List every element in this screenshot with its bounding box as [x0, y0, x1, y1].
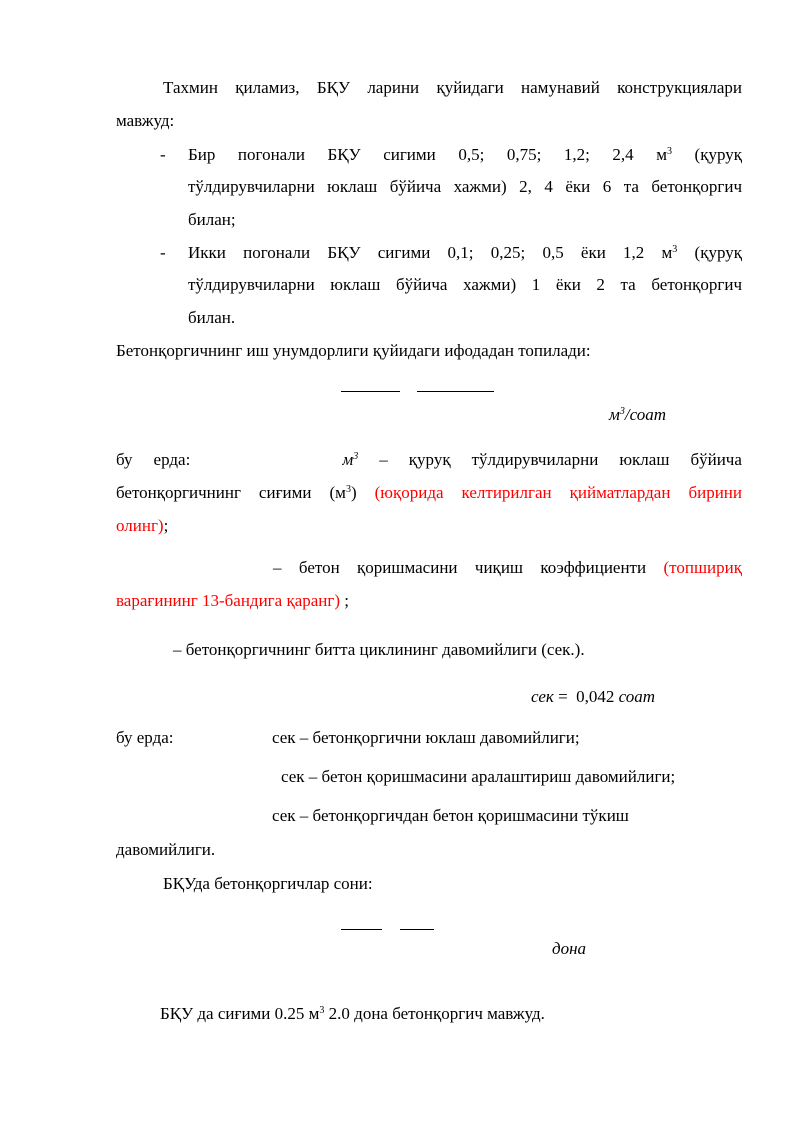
formula-3-fraction-bar-right [400, 929, 434, 930]
coef-line-2-tail: ; [340, 591, 350, 610]
bullet-1-line-1 [188, 145, 742, 165]
formula-2-unit-2: соат [618, 687, 656, 706]
where-2-item-3-cont: давомийлиги. [116, 840, 216, 859]
where-2-item-3: сек – бетонқоргичдан бетон қоришмасини тўкиш [272, 806, 629, 825]
coef-line-1 [273, 558, 742, 578]
coef-line-1-text: – бетон қоришмасини чиқиш коэффициенти [273, 558, 664, 577]
where-1-label-2: ерда: [153, 450, 191, 469]
where-1-word-3: юклаш [619, 450, 670, 469]
cycle-text: – бетонқоргичнинг битта циклининг давомийлиги (сек.). [173, 640, 585, 659]
bullet-marker-1: - [160, 145, 166, 164]
where-1-line-3 [116, 516, 168, 536]
formula-2-eq: = [558, 687, 568, 706]
where-1-spacer [211, 450, 321, 470]
conclusion-tail: 2.0 дона бетонқоргич мавжуд. [324, 1004, 545, 1023]
bullet-1-line-1-tail: (қуруқ [671, 145, 742, 164]
bullet-1-superscript: 3 [666, 146, 672, 157]
where-2-label: бу ерда: [116, 728, 174, 747]
formula-1-unit-tail: /соат [624, 405, 666, 424]
where-1-line-2-sup: 3 [345, 484, 351, 495]
where-2-item-1: сек – бетонқоргични юклаш давомийлиги; [272, 728, 580, 747]
where-1-line-1 [116, 450, 742, 470]
coef-line-2 [116, 591, 349, 611]
bullet-2-line-3: билан. [188, 308, 236, 327]
where-1-line-2-mid: ) [350, 483, 375, 502]
productivity-intro: Бетонқоргичнинг иш унумдорлиги қуйидаги ифодадан топилади: [116, 341, 591, 360]
bullet-marker-2: - [160, 243, 166, 262]
bullet-2-line-1-text: Икки погонали БҚУ сигими 0,1; 0,25; 0,5 ёки 1,2 м [188, 243, 673, 262]
where-1-line-3-tail: ; [163, 516, 169, 535]
where-1-line-2-note: (юқорида келтирилган қийматлардан бирини [374, 483, 742, 502]
where-1-unit-base: м [342, 450, 354, 469]
where-1-word-1: қуруқ [408, 450, 451, 469]
conclusion-sup: 3 [319, 1005, 325, 1016]
formula-3-unit: дона [552, 939, 587, 958]
coef-line-2-note: варағининг 13-бандига қаранг) [116, 591, 341, 610]
bullet-2-line-2: тўлдирувчиларни юклаш бўйича хажми) 1 ёки 2 та бетонқоргич [188, 275, 742, 294]
formula-1-unit-sup: 3 [619, 406, 625, 417]
intro-line-1: Тахмин қиламиз, БҚУ ларини қуйидаги намунавий конструкциялари [163, 78, 742, 97]
count-intro: БҚУда бетонқоргичлар сони: [163, 874, 373, 893]
formula-1-fraction-bar-left [341, 391, 400, 392]
where-1-word-4: бўйича [690, 450, 742, 469]
coef-line-1-note: (топшириқ [663, 558, 742, 577]
conclusion [160, 1004, 545, 1024]
formula-1-fraction-bar-right [417, 391, 494, 392]
formula-3-fraction-bar-left [341, 929, 382, 930]
formula-1-unit-base: м [609, 405, 620, 424]
intro-line-2: мавжуд: [116, 111, 175, 130]
formula-2 [531, 687, 655, 707]
where-1-line-2-text: бетонқоргичнинг сиғими (м [116, 483, 346, 502]
bullet-1-line-2: тўлдирувчиларни юклаш бўйича хажми) 2, 4 ёки 6 та бетонқоргич [188, 177, 742, 196]
where-1-word-2: тўлдирувчиларни [471, 450, 599, 469]
formula-2-value: 0,042 [576, 687, 615, 706]
bullet-2-line-1-tail: (қуруқ [677, 243, 742, 262]
bullet-2-line-1 [188, 243, 742, 263]
where-1-line-2 [116, 483, 742, 503]
where-1-unit-sup: 3 [353, 451, 359, 462]
where-1-unit [342, 450, 358, 470]
formula-2-unit-1: сек [531, 687, 554, 706]
bullet-1-line-1-text: Бир погонали БҚУ сигими 0,5; 0,75; 1,2; 2,4 м [188, 145, 667, 164]
where-1-line-3-note: олинг) [116, 516, 164, 535]
where-1-dash: – [379, 450, 388, 469]
conclusion-text: БҚУ да сиғими 0.25 м [160, 1004, 320, 1023]
bullet-2-superscript: 3 [672, 244, 678, 255]
formula-1-unit [609, 405, 666, 425]
where-1-label: бу [116, 450, 133, 469]
bullet-1-line-3: билан; [188, 210, 236, 229]
where-2-item-2: сек – бетон қоришмасини аралаштириш давомийлиги; [281, 767, 676, 786]
